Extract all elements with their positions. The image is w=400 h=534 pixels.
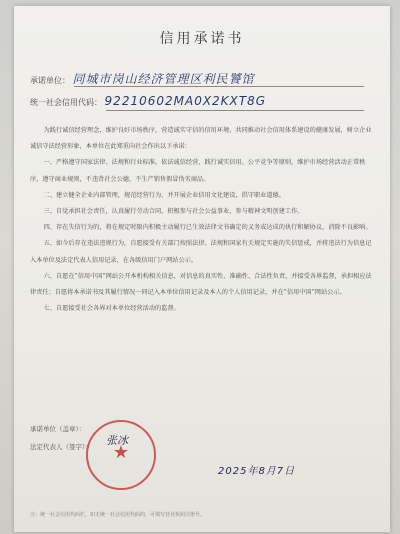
sign-rep-label: 法定代表人（签字）： bbox=[30, 443, 92, 451]
commitment-body bbox=[30, 123, 376, 317]
unit-handwritten-value: 同城市岗山经济管理区利民饕馆 bbox=[72, 72, 255, 86]
seal-star-icon: ★ bbox=[112, 442, 130, 463]
credit-code-underline bbox=[106, 110, 364, 111]
credit-code-label: 统一社会信用代码： bbox=[30, 98, 102, 107]
document-title: 信用承诺书 bbox=[159, 31, 245, 47]
unit-field bbox=[30, 70, 255, 87]
credit-code-field bbox=[30, 94, 266, 108]
paragraph-1: 一、严格遵守国家法律、法规和行业标准，依法诚信经营，践行诚实信用、公平竞争等原则，维护市场经营活动正常秩序，遵守商业规则，不违背社会公德，不生产销售假冒伪劣商品。 bbox=[30, 159, 366, 183]
paragraph-4: 四、存在失信行为的，将在规定时限内积极主动履行已生效法律文书确定的义务或达成的执行和解协议，消除不良影响。 bbox=[43, 224, 372, 232]
paragraph-7: 七、自愿接受社会各界对本单位经营活动的监督。 bbox=[43, 305, 180, 313]
sign-unit-label: 承诺单位（盖章）： bbox=[30, 425, 86, 433]
paragraph-5: 五、如今后存在违法违规行为，自愿接受有关部门按照法律、法规和国家有关规定实施的失信惩戒，并将违法行为信息记入本单位及法定代表人信用记录，在各级信用门户网站公示。 bbox=[30, 240, 372, 264]
paragraph-2: 二、建立健全企业内部管理，规范经营行为，并开展企业信用文化建设，倡守职业道德。 bbox=[43, 191, 285, 199]
signature-handwritten: 张冰 bbox=[106, 434, 128, 447]
commitment-letter-page bbox=[14, 6, 390, 532]
paragraph-6: 六、自愿在“信用中国”网站公开本机构相关信息，对信息的真实性、准确性、合法性负责，并接受各界监督，承担相应法律责任；自愿将本承诺书及其履行情况一同记入本单位信用记录及本人的个人信用记录，并在“信用中国”网站公示。 bbox=[30, 272, 372, 297]
paragraph-intro: 为践行诚信经营理念，维护良好市场秩序，营造诚实守信的信用环境，共同推动社会信用体系建设的健康发展，树立企业诚信守法经营形象，本单位在此郑重向社会作出以下承诺： bbox=[30, 127, 372, 151]
footnote: 注：统一社会信用代码栏，如无统一社会信用代码的，可填写营业执照注册号。 bbox=[30, 512, 206, 518]
red-seal-stamp bbox=[86, 420, 156, 490]
credit-code-handwritten-value: 92210602MA0X2KXT8G bbox=[104, 94, 267, 108]
unit-label: 承诺单位： bbox=[30, 76, 70, 85]
unit-underline bbox=[74, 86, 364, 87]
paragraph-3: 三、自觉承担社会责任，认真履行劳动合同，积极参与社会公益事业，参与精神文明创建工作。 bbox=[43, 208, 304, 216]
handwritten-date: 2025年8月7日 bbox=[218, 466, 296, 477]
